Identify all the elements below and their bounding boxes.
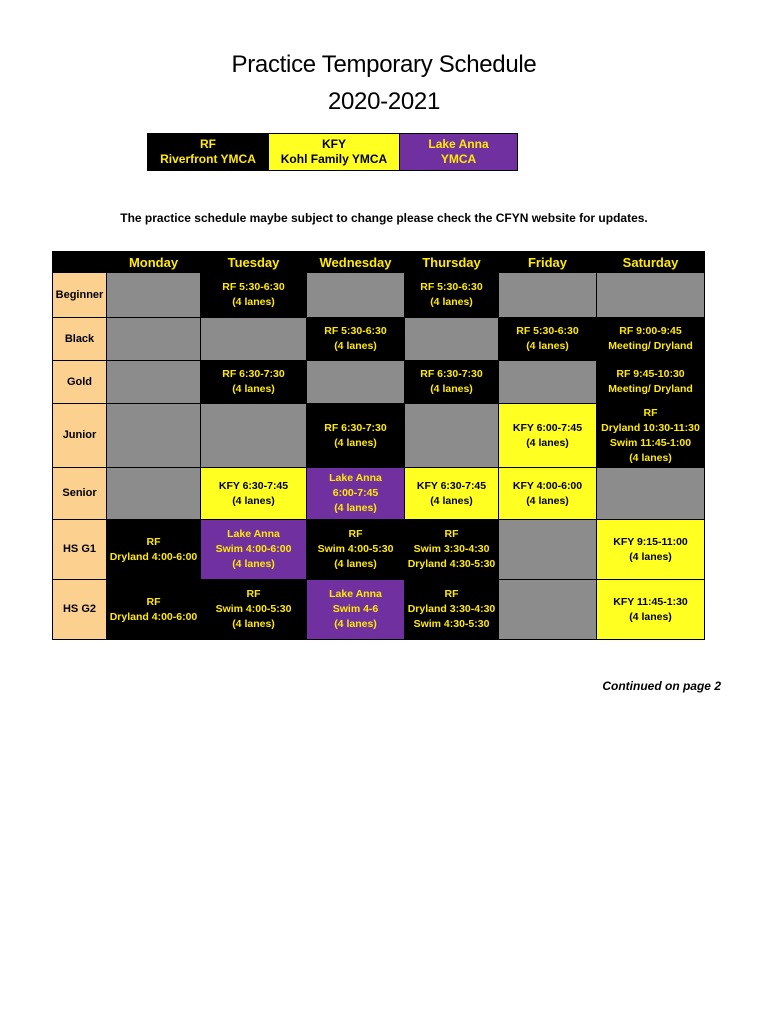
schedule-cell-text: KFY 6:30-7:45 (4 lanes) xyxy=(416,479,487,507)
schedule-cell xyxy=(405,520,499,580)
table-row xyxy=(53,318,705,361)
table-row xyxy=(53,468,705,520)
table-header-row xyxy=(53,252,705,273)
schedule-cell-text: RF Swim 3:30-4:30 Dryland 4:30-5:30 xyxy=(407,528,496,570)
legend-code: KFY xyxy=(322,137,346,151)
continued-note: Continued on page 2 xyxy=(602,679,721,693)
schedule-cell xyxy=(597,580,705,640)
header-monday: Monday xyxy=(107,252,201,273)
row-label: Senior xyxy=(53,468,107,520)
legend-name: Kohl Family YMCA xyxy=(280,152,388,166)
schedule-cell-text: RF 6:30-7:30 (4 lanes) xyxy=(222,368,285,395)
legend-lake-anna xyxy=(400,134,518,171)
schedule-cell-text: KFY 11:45-1:30 (4 lanes) xyxy=(613,595,688,623)
schedule-cell xyxy=(201,404,307,468)
schedule-cell xyxy=(107,580,201,640)
legend-code: RF xyxy=(200,137,216,151)
legend-name: Riverfront YMCA xyxy=(160,152,256,166)
schedule-cell-text: Lake Anna 6:00-7:45 (4 lanes) xyxy=(329,472,382,514)
header-tuesday: Tuesday xyxy=(201,252,307,273)
schedule-cell xyxy=(307,404,405,468)
schedule-cell-text: KFY 4:00-6:00 (4 lanes) xyxy=(512,479,583,507)
schedule-cell xyxy=(597,404,705,468)
page-subtitle-year: 2020-2021 xyxy=(327,88,441,115)
table-row xyxy=(53,520,705,580)
row-label: Junior xyxy=(53,404,107,468)
schedule-cell xyxy=(405,580,499,640)
schedule-cell xyxy=(499,520,597,580)
schedule-cell-text: Lake Anna Swim 4-6 (4 lanes) xyxy=(329,588,382,630)
schedule-cell xyxy=(307,273,405,318)
schedule-cell-text: RF 5:30-6:30 (4 lanes) xyxy=(324,325,387,352)
schedule-cell-text: RF 5:30-6:30 (4 lanes) xyxy=(420,281,483,308)
location-legend xyxy=(147,133,518,171)
schedule-cell-text: RF 5:30-6:30 (4 lanes) xyxy=(222,281,285,308)
schedule-cell xyxy=(405,404,499,468)
header-saturday: Saturday xyxy=(597,252,705,273)
schedule-cell-text: RF Dryland 3:30-4:30 Swim 4:30-5:30 xyxy=(407,588,496,630)
schedule-cell xyxy=(307,318,405,361)
schedule-note: The practice schedule maybe subject to change please check the CFYN website for updates. xyxy=(120,211,648,225)
header-corner xyxy=(53,252,107,273)
schedule-cell-text: RF Swim 4:00-5:30 (4 lanes) xyxy=(317,528,394,570)
schedule-cell xyxy=(107,361,201,404)
legend-code: Lake Anna xyxy=(428,137,489,151)
schedule-cell xyxy=(597,318,705,361)
schedule-cell xyxy=(107,318,201,361)
schedule-cell xyxy=(307,520,405,580)
schedule-cell xyxy=(499,404,597,468)
schedule-cell-text: RF 6:30-7:30 (4 lanes) xyxy=(324,421,387,449)
schedule-cell xyxy=(597,520,705,580)
schedule-cell-text: RF Dryland 10:30-11:30 Swim 11:45-1:00 (4 lanes) xyxy=(601,406,700,464)
schedule-cell xyxy=(405,361,499,404)
schedule-cell-text: Lake Anna Swim 4:00-6:00 (4 lanes) xyxy=(215,528,292,570)
schedule-cell xyxy=(107,273,201,318)
schedule-cell-text: RF Swim 4:00-5:30 (4 lanes) xyxy=(215,588,292,630)
legend-kohl-family xyxy=(269,134,400,171)
table-row xyxy=(53,361,705,404)
schedule-cell xyxy=(499,468,597,520)
schedule-cell xyxy=(499,318,597,361)
legend-name: YMCA xyxy=(440,152,477,166)
schedule-cell xyxy=(499,580,597,640)
schedule-cell xyxy=(201,520,307,580)
row-label: Gold xyxy=(53,361,107,404)
row-label: Beginner xyxy=(53,273,107,318)
schedule-cell xyxy=(499,361,597,404)
table-row xyxy=(53,580,705,640)
row-label: HS G1 xyxy=(53,520,107,580)
schedule-cell xyxy=(107,404,201,468)
schedule-cell-text: RF 5:30-6:30 (4 lanes) xyxy=(516,325,579,352)
header-thursday: Thursday xyxy=(405,252,499,273)
schedule-cell xyxy=(405,273,499,318)
schedule-cell xyxy=(499,273,597,318)
schedule-cell xyxy=(107,468,201,520)
practice-schedule-table xyxy=(52,251,705,640)
schedule-cell xyxy=(597,273,705,318)
schedule-cell-text: RF 9:45-10:30 Meeting/ Dryland xyxy=(608,368,693,395)
header-wednesday: Wednesday xyxy=(307,252,405,273)
table-row xyxy=(53,404,705,468)
schedule-cell xyxy=(107,520,201,580)
table-row xyxy=(53,273,705,318)
schedule-cell-text: RF 9:00-9:45 Meeting/ Dryland xyxy=(608,325,693,352)
schedule-cell-text: KFY 6:30-7:45 (4 lanes) xyxy=(218,479,289,507)
schedule-cell-text: RF 6:30-7:30 (4 lanes) xyxy=(420,368,483,395)
header-friday: Friday xyxy=(499,252,597,273)
schedule-cell xyxy=(307,580,405,640)
schedule-cell xyxy=(201,580,307,640)
schedule-cell xyxy=(307,468,405,520)
schedule-cell xyxy=(405,468,499,520)
schedule-cell-text: KFY 6:00-7:45 (4 lanes) xyxy=(512,421,583,449)
legend-riverfront xyxy=(148,134,269,171)
schedule-cell xyxy=(201,361,307,404)
schedule-cell-text: KFY 9:15-11:00 (4 lanes) xyxy=(613,535,688,563)
schedule-cell xyxy=(201,468,307,520)
schedule-cell xyxy=(201,273,307,318)
schedule-cell-text: RF Dryland 4:00-6:00 xyxy=(109,535,198,563)
schedule-cell xyxy=(597,468,705,520)
schedule-cell xyxy=(201,318,307,361)
row-label: HS G2 xyxy=(53,580,107,640)
schedule-cell xyxy=(597,361,705,404)
row-label: Black xyxy=(53,318,107,361)
schedule-cell xyxy=(307,361,405,404)
schedule-cell xyxy=(405,318,499,361)
page-title: Practice Temporary Schedule xyxy=(231,51,537,78)
schedule-cell-text: RF Dryland 4:00-6:00 xyxy=(109,595,198,623)
